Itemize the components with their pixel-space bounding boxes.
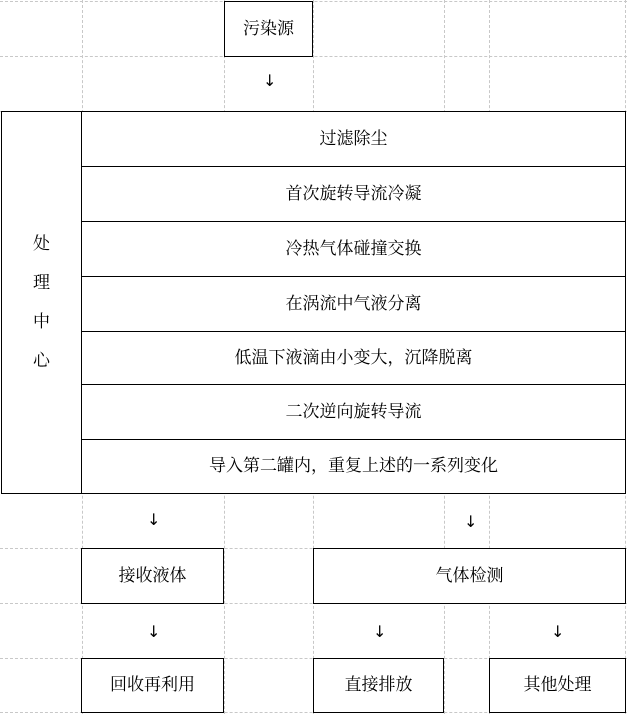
grid-line [0, 1, 627, 2]
step-box [81, 111, 626, 167]
arrow-down-icon: ↓ [147, 510, 161, 529]
arrow-down-icon: ↓ [147, 622, 161, 641]
step-box [81, 439, 626, 494]
arrow-down-icon: ↓ [464, 512, 478, 531]
discharge-box [313, 658, 444, 713]
recycle-label: 回收再利用 [110, 675, 195, 695]
source-label: 污染源 [243, 18, 294, 39]
step-label: 低温下液滴由小变大，沉降脱离 [234, 347, 473, 368]
liquid-label: 接收液体 [118, 565, 187, 586]
grid-line [0, 56, 627, 57]
step-box [81, 166, 626, 222]
step-label: 二次逆向旋转导流 [285, 401, 422, 422]
processing-center-char: 心 [33, 350, 50, 371]
step-label: 导入第二罐内，重复上述的一系列变化 [209, 456, 498, 476]
other-label: 其他处理 [523, 675, 592, 695]
recycle-box [81, 658, 224, 713]
step-label: 冷热气体碰撞交换 [285, 238, 422, 259]
step-box [81, 331, 626, 385]
processing-center-char: 中 [33, 311, 50, 332]
step-label: 首次旋转导流冷凝 [285, 183, 422, 204]
other-box [489, 658, 626, 713]
step-box [81, 221, 626, 277]
step-label: 在涡流中气液分离 [285, 293, 422, 314]
discharge-label: 直接排放 [344, 675, 413, 695]
arrow-down-icon: ↓ [551, 622, 565, 641]
gas-label: 气体检测 [435, 565, 504, 586]
arrow-down-icon: ↓ [373, 622, 387, 641]
step-label: 过滤除尘 [319, 128, 388, 149]
processing-center-box [1, 111, 82, 494]
processing-center-char: 理 [33, 272, 50, 293]
gas-box [313, 548, 626, 604]
step-box [81, 276, 626, 332]
source-box [224, 1, 313, 57]
processing-center-char: 处 [33, 233, 50, 254]
arrow-down-icon: ↓ [263, 71, 277, 90]
step-box [81, 384, 626, 440]
liquid-box [81, 548, 224, 604]
